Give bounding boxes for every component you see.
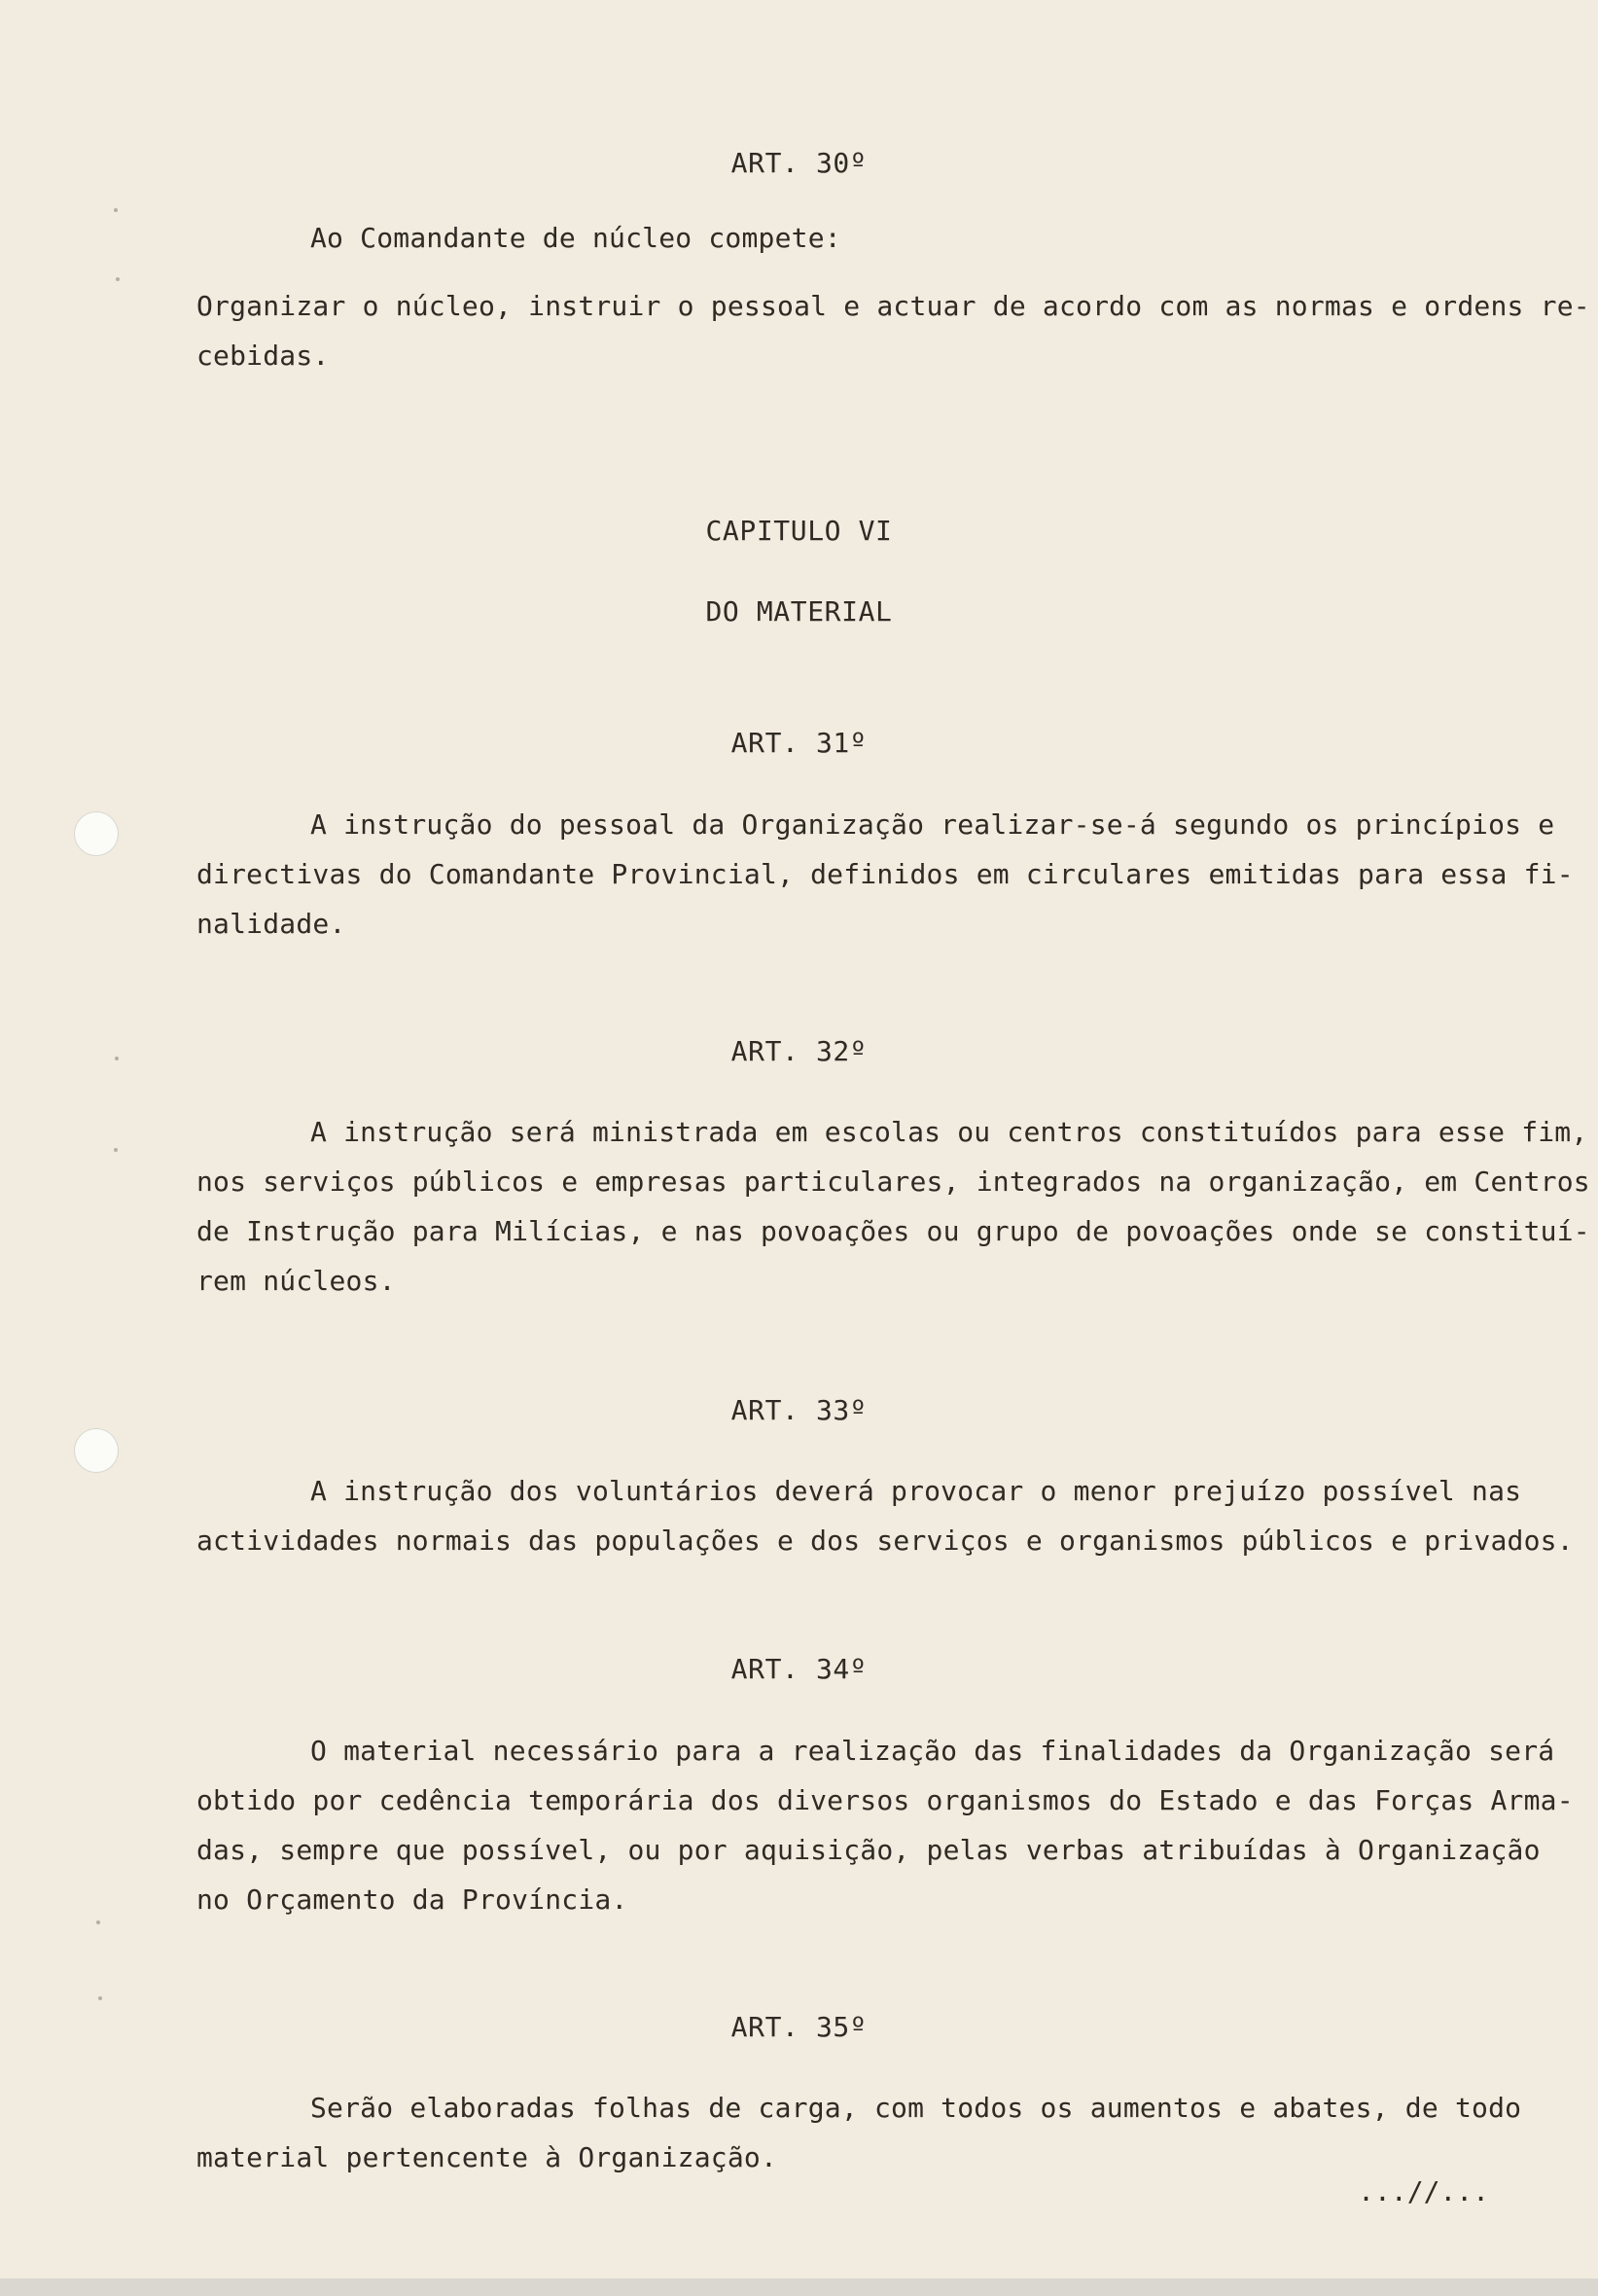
article-30-line-1: Organizar o núcleo, instruir o pessoal e actuar de acordo com as normas e ordens re-: [196, 290, 1590, 322]
article-32-heading: ART. 32º: [730, 1035, 868, 1067]
article-32-line-1: A instrução será ministrada em escolas ou centros constituídos para esse fim,: [310, 1116, 1588, 1148]
article-30-heading: ART. 30º: [730, 147, 868, 179]
binding-mark: [98, 1996, 102, 2000]
punch-hole-top: [74, 811, 119, 856]
article-30-line-2: cebidas.: [196, 340, 330, 372]
article-35-line-2: material pertencente à Organização.: [196, 2141, 778, 2173]
article-34-line-3: das, sempre que possível, ou por aquisição, pelas verbas atribuídas à Organização: [196, 1834, 1541, 1866]
article-34-line-4: no Orçamento da Província.: [196, 1883, 628, 1916]
article-32-paragraph: [196, 1107, 1590, 1306]
article-32-line-3: de Instrução para Milícias, e nas povoações ou grupo de povoações onde se constituí-: [196, 1215, 1590, 1247]
article-33-heading: ART. 33º: [730, 1394, 868, 1426]
article-34-line-2: obtido por cedência temporária dos diversos organismos do Estado e das Forças Arma-: [196, 1784, 1574, 1816]
binding-mark: [116, 277, 120, 281]
article-31-heading: ART. 31º: [730, 727, 868, 759]
article-32-line-2: nos serviços públicos e empresas particulares, integrados na organização, em Centros: [196, 1166, 1590, 1198]
article-30-intro: Ao Comandante de núcleo compete:: [310, 222, 841, 254]
article-34-paragraph: [196, 1726, 1574, 1924]
chapter-subtitle: DO MATERIAL: [705, 595, 893, 628]
article-34-heading: ART. 34º: [730, 1653, 868, 1685]
binding-mark: [96, 1920, 100, 1924]
article-30-paragraph: [196, 281, 1590, 380]
article-34-line-1: O material necessário para a realização das finalidades da Organização será: [310, 1735, 1555, 1767]
continuation-mark: ...//...: [1358, 2175, 1489, 2207]
article-31-line-1: A instrução do pessoal da Organização realizar-se-á segundo os princípios e: [310, 808, 1555, 841]
binding-mark: [114, 208, 118, 212]
article-32-line-4: rem núcleos.: [196, 1265, 396, 1297]
binding-mark: [114, 1148, 118, 1152]
article-31-line-3: nalidade.: [196, 908, 346, 940]
article-33-line-2: actividades normais das populações e dos serviços e organismos públicos e privados.: [196, 1525, 1574, 1557]
article-35-heading: ART. 35º: [730, 2011, 868, 2043]
article-35-line-1: Serão elaboradas folhas de carga, com todos os aumentos e abates, de todo: [310, 2092, 1522, 2124]
article-31-line-2: directivas do Comandante Provincial, definidos em circulares emitidas para essa fi-: [196, 858, 1574, 890]
article-33-paragraph: [196, 1466, 1574, 1565]
chapter-title: CAPITULO VI: [705, 515, 893, 547]
article-31-paragraph: [196, 800, 1574, 949]
article-33-line-1: A instrução dos voluntários deverá provocar o menor prejuízo possível nas: [310, 1475, 1522, 1507]
